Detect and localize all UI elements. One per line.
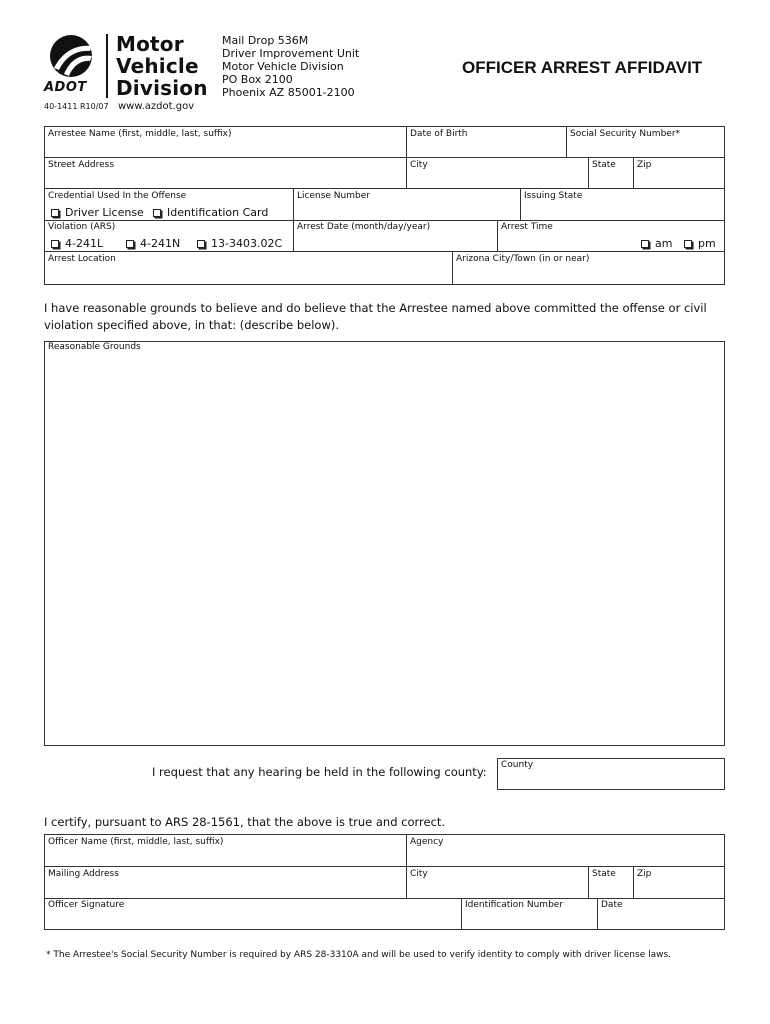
officer-state-field[interactable]: State bbox=[592, 869, 616, 879]
address-line-3: Motor Vehicle Division bbox=[222, 60, 344, 73]
hearing-request-text: I request that any hearing be held in the following county: bbox=[152, 765, 487, 779]
pm-checkbox[interactable] bbox=[684, 240, 692, 248]
logo-divider bbox=[106, 34, 108, 98]
4-241l-label: 4-241L bbox=[65, 237, 104, 250]
option-driver-license[interactable] bbox=[51, 206, 144, 219]
option-am[interactable] bbox=[641, 237, 672, 250]
date-of-birth-field[interactable]: Date of Birth bbox=[410, 129, 468, 139]
ssn-field[interactable]: Social Security Number* bbox=[570, 129, 681, 139]
option-4-241l[interactable] bbox=[51, 237, 103, 250]
website-link[interactable]: www.azdot.gov bbox=[118, 101, 195, 112]
identification-number-field[interactable]: Identification Number bbox=[465, 900, 564, 910]
credential-label: Credential Used In the Offense bbox=[48, 191, 187, 201]
agency-field[interactable]: Agency bbox=[410, 837, 444, 847]
option-13-3403-02c[interactable] bbox=[197, 237, 282, 250]
option-pm[interactable] bbox=[684, 237, 716, 250]
identification-card-checkbox[interactable] bbox=[153, 209, 161, 217]
option-identification-card[interactable] bbox=[153, 206, 268, 219]
officer-zip-field[interactable]: Zip bbox=[637, 869, 652, 879]
street-address-field[interactable]: Street Address bbox=[48, 160, 115, 170]
logo-word-motor: Motor bbox=[116, 32, 184, 56]
address-line-4: PO Box 2100 bbox=[222, 73, 293, 86]
reasonable-grounds-label: Reasonable Grounds bbox=[48, 342, 141, 352]
city-field[interactable]: City bbox=[410, 160, 428, 170]
identification-card-label: Identification Card bbox=[167, 206, 269, 219]
logo-word-vehicle: Vehicle bbox=[116, 54, 199, 78]
certification-text: I certify, pursuant to ARS 28-1561, that the above is true and correct. bbox=[44, 815, 446, 829]
officer-signature-field[interactable]: Officer Signature bbox=[48, 900, 125, 910]
form-number: 40-1411 R10/07 bbox=[44, 102, 109, 111]
adot-wordmark: ADOT bbox=[44, 80, 87, 95]
address-line-5: Phoenix AZ 85001-2100 bbox=[222, 86, 355, 99]
4-241n-label: 4-241N bbox=[140, 237, 181, 250]
arrest-time-field[interactable]: Arrest Time bbox=[501, 222, 553, 232]
4-241n-checkbox[interactable] bbox=[126, 240, 134, 248]
option-4-241n[interactable] bbox=[126, 237, 180, 250]
arrestee-section bbox=[44, 126, 725, 285]
officer-section bbox=[44, 834, 725, 930]
officer-name-field[interactable]: Officer Name (first, middle, last, suffix) bbox=[48, 837, 224, 847]
arrestee-name-field[interactable]: Arrestee Name (first, middle, last, suffix) bbox=[48, 129, 232, 139]
arrest-date-field[interactable]: Arrest Date (month/day/year) bbox=[297, 222, 431, 232]
address-line-2: Driver Improvement Unit bbox=[222, 47, 360, 60]
date-field[interactable]: Date bbox=[601, 900, 623, 910]
zip-field[interactable]: Zip bbox=[637, 160, 652, 170]
issuing-state-field[interactable]: Issuing State bbox=[524, 191, 583, 201]
13-3403-02c-checkbox[interactable] bbox=[197, 240, 205, 248]
mailing-address-field[interactable]: Mailing Address bbox=[48, 869, 119, 879]
license-number-field[interactable]: License Number bbox=[297, 191, 370, 201]
4-241l-checkbox[interactable] bbox=[51, 240, 59, 248]
officer-city-field[interactable]: City bbox=[410, 869, 428, 879]
form-title: OFFICER ARREST AFFIDAVIT bbox=[462, 58, 703, 77]
county-label: County bbox=[501, 760, 534, 770]
am-checkbox[interactable] bbox=[641, 240, 649, 248]
pm-label: pm bbox=[698, 237, 716, 250]
ssn-footnote: * The Arrestee's Social Security Number is required by ARS 28-3310A and will be used to verify identity to comply with driver license laws. bbox=[46, 950, 672, 960]
state-field[interactable]: State bbox=[592, 160, 616, 170]
logo-word-division: Division bbox=[116, 76, 208, 100]
am-label: am bbox=[655, 237, 673, 250]
arrest-location-field[interactable]: Arrest Location bbox=[48, 254, 116, 264]
address-line-1: Mail Drop 536M bbox=[222, 34, 309, 47]
driver-license-label: Driver License bbox=[65, 206, 144, 219]
13-3403-02c-label: 13-3403.02C bbox=[211, 237, 283, 250]
violation-label: Violation (ARS) bbox=[48, 222, 116, 232]
reasonable-grounds-box[interactable] bbox=[44, 341, 725, 746]
driver-license-checkbox[interactable] bbox=[51, 209, 59, 217]
arizona-city-field[interactable]: Arizona City/Town (in or near) bbox=[456, 254, 590, 264]
reasonable-grounds-statement: I have reasonable grounds to believe and do believe that the Arrestee named above committed the offense or civil violation specified above, in that: (describe below). bbox=[44, 301, 707, 332]
